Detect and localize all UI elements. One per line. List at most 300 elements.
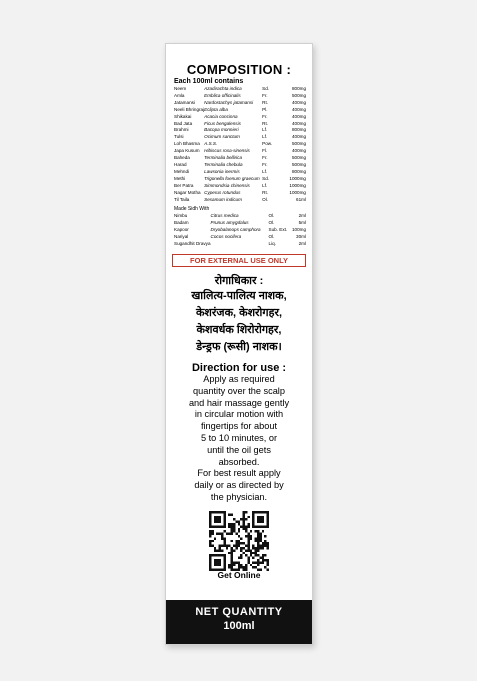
ingredient-row bbox=[174, 86, 306, 93]
ingredient-name: Kapoor bbox=[174, 227, 189, 233]
qr-module bbox=[262, 547, 264, 549]
qr-module bbox=[240, 566, 242, 568]
ingredient-part: Fr. bbox=[262, 161, 268, 167]
qr-module bbox=[250, 535, 252, 537]
qr-module bbox=[233, 549, 235, 551]
ingredient-row bbox=[174, 197, 306, 204]
qr-module bbox=[214, 568, 216, 570]
qr-module bbox=[243, 516, 245, 518]
qr-module bbox=[223, 530, 225, 532]
qr-module bbox=[233, 523, 235, 525]
qr-module bbox=[238, 523, 240, 525]
qr-module bbox=[243, 566, 245, 568]
ingredient-botanical: Cocos nocifera bbox=[210, 234, 242, 240]
qr-module bbox=[267, 544, 269, 546]
qr-module bbox=[247, 547, 249, 549]
ingredient-botanical: Cyperus rotundus bbox=[204, 189, 241, 195]
qr-module bbox=[259, 540, 261, 542]
ingredient-row bbox=[174, 190, 306, 197]
qr-module bbox=[257, 516, 259, 518]
qr-module bbox=[252, 547, 254, 549]
ingredient-qty: 500mg bbox=[291, 141, 306, 147]
qr-module bbox=[267, 520, 269, 522]
qr-module bbox=[209, 523, 211, 525]
qr-module bbox=[250, 549, 252, 551]
ingredient-row bbox=[174, 107, 306, 114]
qr-module bbox=[223, 513, 225, 515]
qr-module bbox=[209, 535, 211, 537]
qr-module bbox=[233, 530, 235, 532]
qr-module bbox=[209, 540, 211, 542]
indications-list bbox=[166, 288, 312, 356]
qr-module bbox=[255, 525, 257, 527]
ingredient-part: Lf. bbox=[262, 168, 268, 174]
qr-module bbox=[209, 513, 211, 515]
qr-module bbox=[252, 516, 254, 518]
qr-module bbox=[255, 552, 257, 554]
qr-module bbox=[252, 523, 254, 525]
ingredient-part: Ol. bbox=[262, 196, 269, 202]
ingredient-name: Loh Bhasma bbox=[174, 141, 200, 147]
qr-module bbox=[243, 528, 245, 530]
qr-module bbox=[216, 511, 218, 513]
qr-module bbox=[267, 568, 269, 570]
qr-module bbox=[264, 525, 266, 527]
qr-module bbox=[262, 520, 264, 522]
ingredient-row bbox=[174, 227, 306, 234]
qr-module bbox=[252, 511, 254, 513]
ingredient-qty: 800mg bbox=[291, 86, 306, 91]
qr-module bbox=[264, 511, 266, 513]
qr-code[interactable] bbox=[209, 511, 269, 571]
qr-module bbox=[262, 518, 264, 520]
direction-line: quantity over the scalp bbox=[193, 385, 285, 396]
qr-module bbox=[238, 535, 240, 537]
qr-module bbox=[214, 525, 216, 527]
ingredient-row bbox=[174, 127, 306, 134]
qr-module bbox=[238, 544, 240, 546]
qr-module bbox=[223, 561, 225, 563]
qr-module bbox=[219, 516, 221, 518]
ingredient-botanical: Trigonella foenum graecum bbox=[204, 175, 260, 181]
direction-line: For best result apply bbox=[197, 468, 281, 479]
qr-module bbox=[250, 554, 252, 556]
qr-module bbox=[257, 520, 259, 522]
qr-module bbox=[262, 554, 264, 556]
indication-line: खालित्य-पालित्य नाशक, bbox=[191, 289, 287, 302]
qr-module bbox=[235, 520, 237, 522]
qr-module bbox=[257, 542, 259, 544]
qr-module bbox=[214, 547, 216, 549]
ingredient-part: Lf. bbox=[262, 182, 268, 188]
qr-module bbox=[257, 525, 259, 527]
qr-module bbox=[209, 566, 211, 568]
qr-module bbox=[252, 513, 254, 515]
qr-module bbox=[238, 540, 240, 542]
qr-module bbox=[219, 547, 221, 549]
qr-module bbox=[240, 564, 242, 566]
ingredient-botanical: Prunus amygdalus bbox=[210, 220, 249, 226]
qr-module bbox=[209, 542, 211, 544]
ingredients-table bbox=[174, 86, 306, 203]
ingredient-part: Fl. bbox=[262, 148, 268, 154]
ingredient-part: Pow. bbox=[262, 141, 273, 147]
qr-module bbox=[209, 518, 211, 520]
qr-module bbox=[231, 530, 233, 532]
qr-module bbox=[209, 559, 211, 561]
qr-module bbox=[259, 537, 261, 539]
qr-module bbox=[262, 561, 264, 563]
qr-module bbox=[223, 518, 225, 520]
qr-module bbox=[216, 518, 218, 520]
qr-module bbox=[252, 566, 254, 568]
qr-module bbox=[245, 518, 247, 520]
qr-module bbox=[259, 520, 261, 522]
qr-module bbox=[247, 532, 249, 534]
ingredient-qty: 400mg bbox=[291, 113, 306, 119]
ingredient-part: Ol. bbox=[268, 234, 275, 240]
qr-module bbox=[252, 525, 254, 527]
ingredient-qty: 1000mg bbox=[289, 175, 306, 181]
qr-module bbox=[247, 544, 249, 546]
qr-module bbox=[238, 542, 240, 544]
qr-module bbox=[231, 547, 233, 549]
qr-module bbox=[214, 518, 216, 520]
ingredient-name: Tulsi bbox=[174, 134, 184, 140]
net-quantity-value: 100ml bbox=[223, 620, 255, 632]
qr-module bbox=[211, 554, 213, 556]
qr-module bbox=[231, 540, 233, 542]
ingredient-qty: 61ml bbox=[296, 196, 306, 202]
ingredient-botanical: Lawsonia inermis bbox=[204, 168, 240, 174]
direction-line: in circular motion with bbox=[194, 409, 284, 420]
ingredient-name: Ber Patra bbox=[174, 182, 194, 188]
qr-module bbox=[250, 552, 252, 554]
qr-module bbox=[245, 549, 247, 551]
ingredient-botanical: Nardostachys jatamansi bbox=[204, 99, 254, 105]
qr-module bbox=[231, 528, 233, 530]
qr-module bbox=[226, 532, 228, 534]
qr-module bbox=[247, 537, 249, 539]
qr-module bbox=[231, 559, 233, 561]
qr-module bbox=[223, 556, 225, 558]
ingredient-qty: 1000mg bbox=[289, 182, 306, 188]
qr-module bbox=[267, 542, 269, 544]
qr-module bbox=[255, 566, 257, 568]
qr-module bbox=[216, 554, 218, 556]
qr-module bbox=[216, 561, 218, 563]
qr-module bbox=[255, 537, 257, 539]
qr-module bbox=[238, 561, 240, 563]
ingredient-name: Nimbu bbox=[174, 213, 188, 219]
ingredient-part: Sub. Ext. bbox=[268, 227, 288, 233]
qr-module bbox=[221, 525, 223, 527]
qr-module bbox=[219, 564, 221, 566]
direction-line: and hair massage gently bbox=[188, 397, 290, 408]
ingredient-botanical: Hibiscus rosa-sinensis bbox=[204, 148, 250, 154]
qr-module bbox=[223, 564, 225, 566]
qr-module bbox=[247, 561, 249, 563]
qr-module bbox=[264, 566, 266, 568]
qr-module bbox=[231, 566, 233, 568]
qr-module bbox=[259, 544, 261, 546]
ingredient-botanical: Citrus medica bbox=[210, 213, 239, 219]
qr-caption: Get Online bbox=[217, 569, 261, 580]
ingredient-qty: 500mg bbox=[291, 155, 306, 161]
qr-module bbox=[245, 511, 247, 513]
ingredient-botanical: Dryobalanops camphora bbox=[210, 227, 261, 233]
qr-module bbox=[257, 547, 259, 549]
qr-module bbox=[219, 559, 221, 561]
qr-module bbox=[228, 566, 230, 568]
qr-module bbox=[235, 547, 237, 549]
qr-module bbox=[247, 516, 249, 518]
qr-module bbox=[223, 537, 225, 539]
qr-module bbox=[267, 516, 269, 518]
qr-module bbox=[221, 554, 223, 556]
qr-module bbox=[247, 556, 249, 558]
ingredient-name: Mehndi bbox=[174, 168, 190, 174]
qr-module bbox=[240, 547, 242, 549]
qr-module bbox=[233, 528, 235, 530]
qr-module bbox=[214, 537, 216, 539]
qr-module bbox=[262, 542, 264, 544]
qr-module bbox=[257, 540, 259, 542]
qr-module bbox=[216, 549, 218, 551]
qr-module bbox=[240, 537, 242, 539]
qr-module bbox=[209, 516, 211, 518]
qr-module bbox=[216, 516, 218, 518]
ingredient-row bbox=[174, 183, 306, 190]
qr-module bbox=[214, 559, 216, 561]
qr-module bbox=[264, 544, 266, 546]
qr-module bbox=[243, 547, 245, 549]
ingredient-name: Brahmi bbox=[174, 127, 189, 133]
qr-module bbox=[240, 556, 242, 558]
ingredient-part: Liq. bbox=[268, 241, 276, 247]
qr-module bbox=[240, 554, 242, 556]
qr-module bbox=[214, 511, 216, 513]
qr-module bbox=[240, 542, 242, 544]
qr-module bbox=[252, 552, 254, 554]
qr-module bbox=[209, 532, 211, 534]
qr-module bbox=[245, 535, 247, 537]
ingredient-name: Badam bbox=[174, 220, 189, 226]
qr-module bbox=[226, 544, 228, 546]
direction-line: until the oil gets bbox=[207, 444, 271, 455]
ingredient-part: Fr. bbox=[262, 155, 268, 161]
qr-module bbox=[238, 556, 240, 558]
direction-line: fingertips for about bbox=[200, 421, 278, 432]
qr-module bbox=[223, 540, 225, 542]
ingredient-botanical: Emblica officinalis bbox=[204, 92, 241, 98]
qr-module bbox=[219, 544, 221, 546]
qr-module bbox=[231, 513, 233, 515]
qr-module bbox=[211, 511, 213, 513]
qr-module bbox=[219, 561, 221, 563]
qr-module bbox=[264, 542, 266, 544]
ingredient-qty: 400mg bbox=[291, 120, 306, 126]
ingredient-qty: 100mg bbox=[291, 227, 306, 233]
qr-module bbox=[228, 513, 230, 515]
ingredient-part: Lf. bbox=[262, 127, 268, 133]
qr-module bbox=[245, 525, 247, 527]
external-use-warning: FOR EXTERNAL USE ONLY bbox=[172, 254, 306, 267]
ingredient-qty: 400mg bbox=[291, 106, 306, 112]
qr-module bbox=[223, 542, 225, 544]
qr-module bbox=[259, 516, 261, 518]
qr-module bbox=[240, 518, 242, 520]
qr-module bbox=[243, 513, 245, 515]
qr-module bbox=[238, 520, 240, 522]
qr-module bbox=[211, 544, 213, 546]
qr-module bbox=[245, 544, 247, 546]
qr-module bbox=[264, 554, 266, 556]
qr-module bbox=[209, 544, 211, 546]
ingredient-name: Nariyal bbox=[174, 234, 189, 240]
qr-module bbox=[255, 561, 257, 563]
qr-module bbox=[247, 540, 249, 542]
qr-module bbox=[231, 523, 233, 525]
qr-module bbox=[231, 532, 233, 534]
ingredient-row bbox=[174, 176, 306, 183]
ingredient-qty: 400mg bbox=[291, 99, 306, 105]
qr-module bbox=[223, 559, 225, 561]
ingredient-part: Rt. bbox=[262, 99, 269, 105]
qr-module bbox=[255, 511, 257, 513]
qr-module bbox=[247, 535, 249, 537]
directions-text bbox=[166, 374, 312, 504]
ingredient-qty: 5ml bbox=[298, 220, 306, 226]
ingredient-name: Til Taila bbox=[174, 196, 190, 202]
qr-module bbox=[209, 525, 211, 527]
ingredient-row bbox=[174, 155, 306, 162]
direction-line: daily or as directed by bbox=[194, 480, 284, 491]
qr-module bbox=[219, 532, 221, 534]
ingredient-name: Neem bbox=[174, 86, 187, 91]
qr-module bbox=[209, 561, 211, 563]
qr-module bbox=[238, 530, 240, 532]
qr-module bbox=[259, 547, 261, 549]
qr-module bbox=[257, 537, 259, 539]
qr-module bbox=[240, 525, 242, 527]
ingredient-row bbox=[174, 134, 306, 141]
qr-module bbox=[216, 520, 218, 522]
qr-module bbox=[231, 549, 233, 551]
ingredient-part: Rt. bbox=[262, 120, 269, 126]
siddh-title: Made Sidh With bbox=[174, 206, 210, 213]
qr-module bbox=[259, 532, 261, 534]
indication-line: केशवर्धक शिरोरोगहर, bbox=[196, 323, 282, 336]
qr-module bbox=[221, 532, 223, 534]
ingredient-botanical: Eclipta alba bbox=[204, 106, 228, 112]
qr-module bbox=[223, 516, 225, 518]
qr-module bbox=[233, 544, 235, 546]
qr-module bbox=[252, 561, 254, 563]
qr-module bbox=[231, 556, 233, 558]
qr-module bbox=[219, 520, 221, 522]
qr-module bbox=[262, 516, 264, 518]
ingredient-part: Sd. bbox=[262, 86, 270, 91]
qr-module bbox=[211, 530, 213, 532]
qr-module bbox=[214, 554, 216, 556]
qr-module bbox=[247, 523, 249, 525]
ingredient-row bbox=[174, 220, 306, 227]
qr-module bbox=[228, 564, 230, 566]
qr-module bbox=[221, 549, 223, 551]
qr-module bbox=[209, 530, 211, 532]
qr-module bbox=[228, 523, 230, 525]
qr-module bbox=[259, 511, 261, 513]
ingredient-qty: 1000mg bbox=[289, 189, 306, 195]
ingredient-qty: 30ml bbox=[296, 234, 306, 240]
qr-module bbox=[238, 564, 240, 566]
ingredient-botanical: Ocimum sanctum bbox=[204, 134, 240, 140]
qr-module bbox=[231, 525, 233, 527]
qr-module bbox=[257, 561, 259, 563]
qr-module bbox=[223, 566, 225, 568]
qr-module bbox=[252, 518, 254, 520]
qr-module bbox=[209, 511, 211, 513]
qr-module bbox=[247, 542, 249, 544]
product-label bbox=[165, 43, 313, 645]
qr-module bbox=[262, 530, 264, 532]
ingredient-name: Bad Jata bbox=[174, 120, 193, 126]
qr-module bbox=[233, 564, 235, 566]
qr-module bbox=[259, 525, 261, 527]
qr-module bbox=[252, 544, 254, 546]
ingredient-botanical: Simmondsia chinensis bbox=[204, 182, 250, 188]
qr-module bbox=[223, 511, 225, 513]
qr-module bbox=[216, 532, 218, 534]
qr-module bbox=[262, 544, 264, 546]
qr-module bbox=[219, 549, 221, 551]
qr-module bbox=[267, 547, 269, 549]
ingredient-row bbox=[174, 213, 306, 220]
ingredient-botanical: Terminalia bellirica bbox=[204, 155, 243, 161]
ingredient-part: Pl. bbox=[262, 106, 268, 112]
ingredient-botanical bbox=[211, 241, 269, 248]
qr-module bbox=[235, 532, 237, 534]
ingredient-part: Fr. bbox=[262, 113, 268, 119]
ingredient-row bbox=[174, 241, 306, 248]
qr-module bbox=[221, 544, 223, 546]
ingredient-qty: 800mg bbox=[291, 168, 306, 174]
qr-module bbox=[223, 525, 225, 527]
ingredient-name: Nagar Motha bbox=[174, 189, 201, 195]
qr-module bbox=[250, 530, 252, 532]
qr-module bbox=[238, 528, 240, 530]
qr-module bbox=[267, 513, 269, 515]
qr-module bbox=[214, 564, 216, 566]
qr-module bbox=[252, 556, 254, 558]
qr-module bbox=[257, 559, 259, 561]
ingredient-row bbox=[174, 121, 306, 128]
qr-module bbox=[257, 554, 259, 556]
qr-module bbox=[231, 554, 233, 556]
qr-module bbox=[255, 540, 257, 542]
qr-module bbox=[259, 535, 261, 537]
qr-module bbox=[250, 564, 252, 566]
ingredient-botanical: A.S.S. bbox=[204, 141, 218, 147]
qr-module bbox=[238, 566, 240, 568]
qr-module bbox=[243, 518, 245, 520]
qr-module bbox=[264, 535, 266, 537]
qr-module bbox=[233, 518, 235, 520]
qr-module bbox=[247, 525, 249, 527]
qr-module bbox=[214, 561, 216, 563]
ingredient-qty: 500mg bbox=[291, 161, 306, 167]
